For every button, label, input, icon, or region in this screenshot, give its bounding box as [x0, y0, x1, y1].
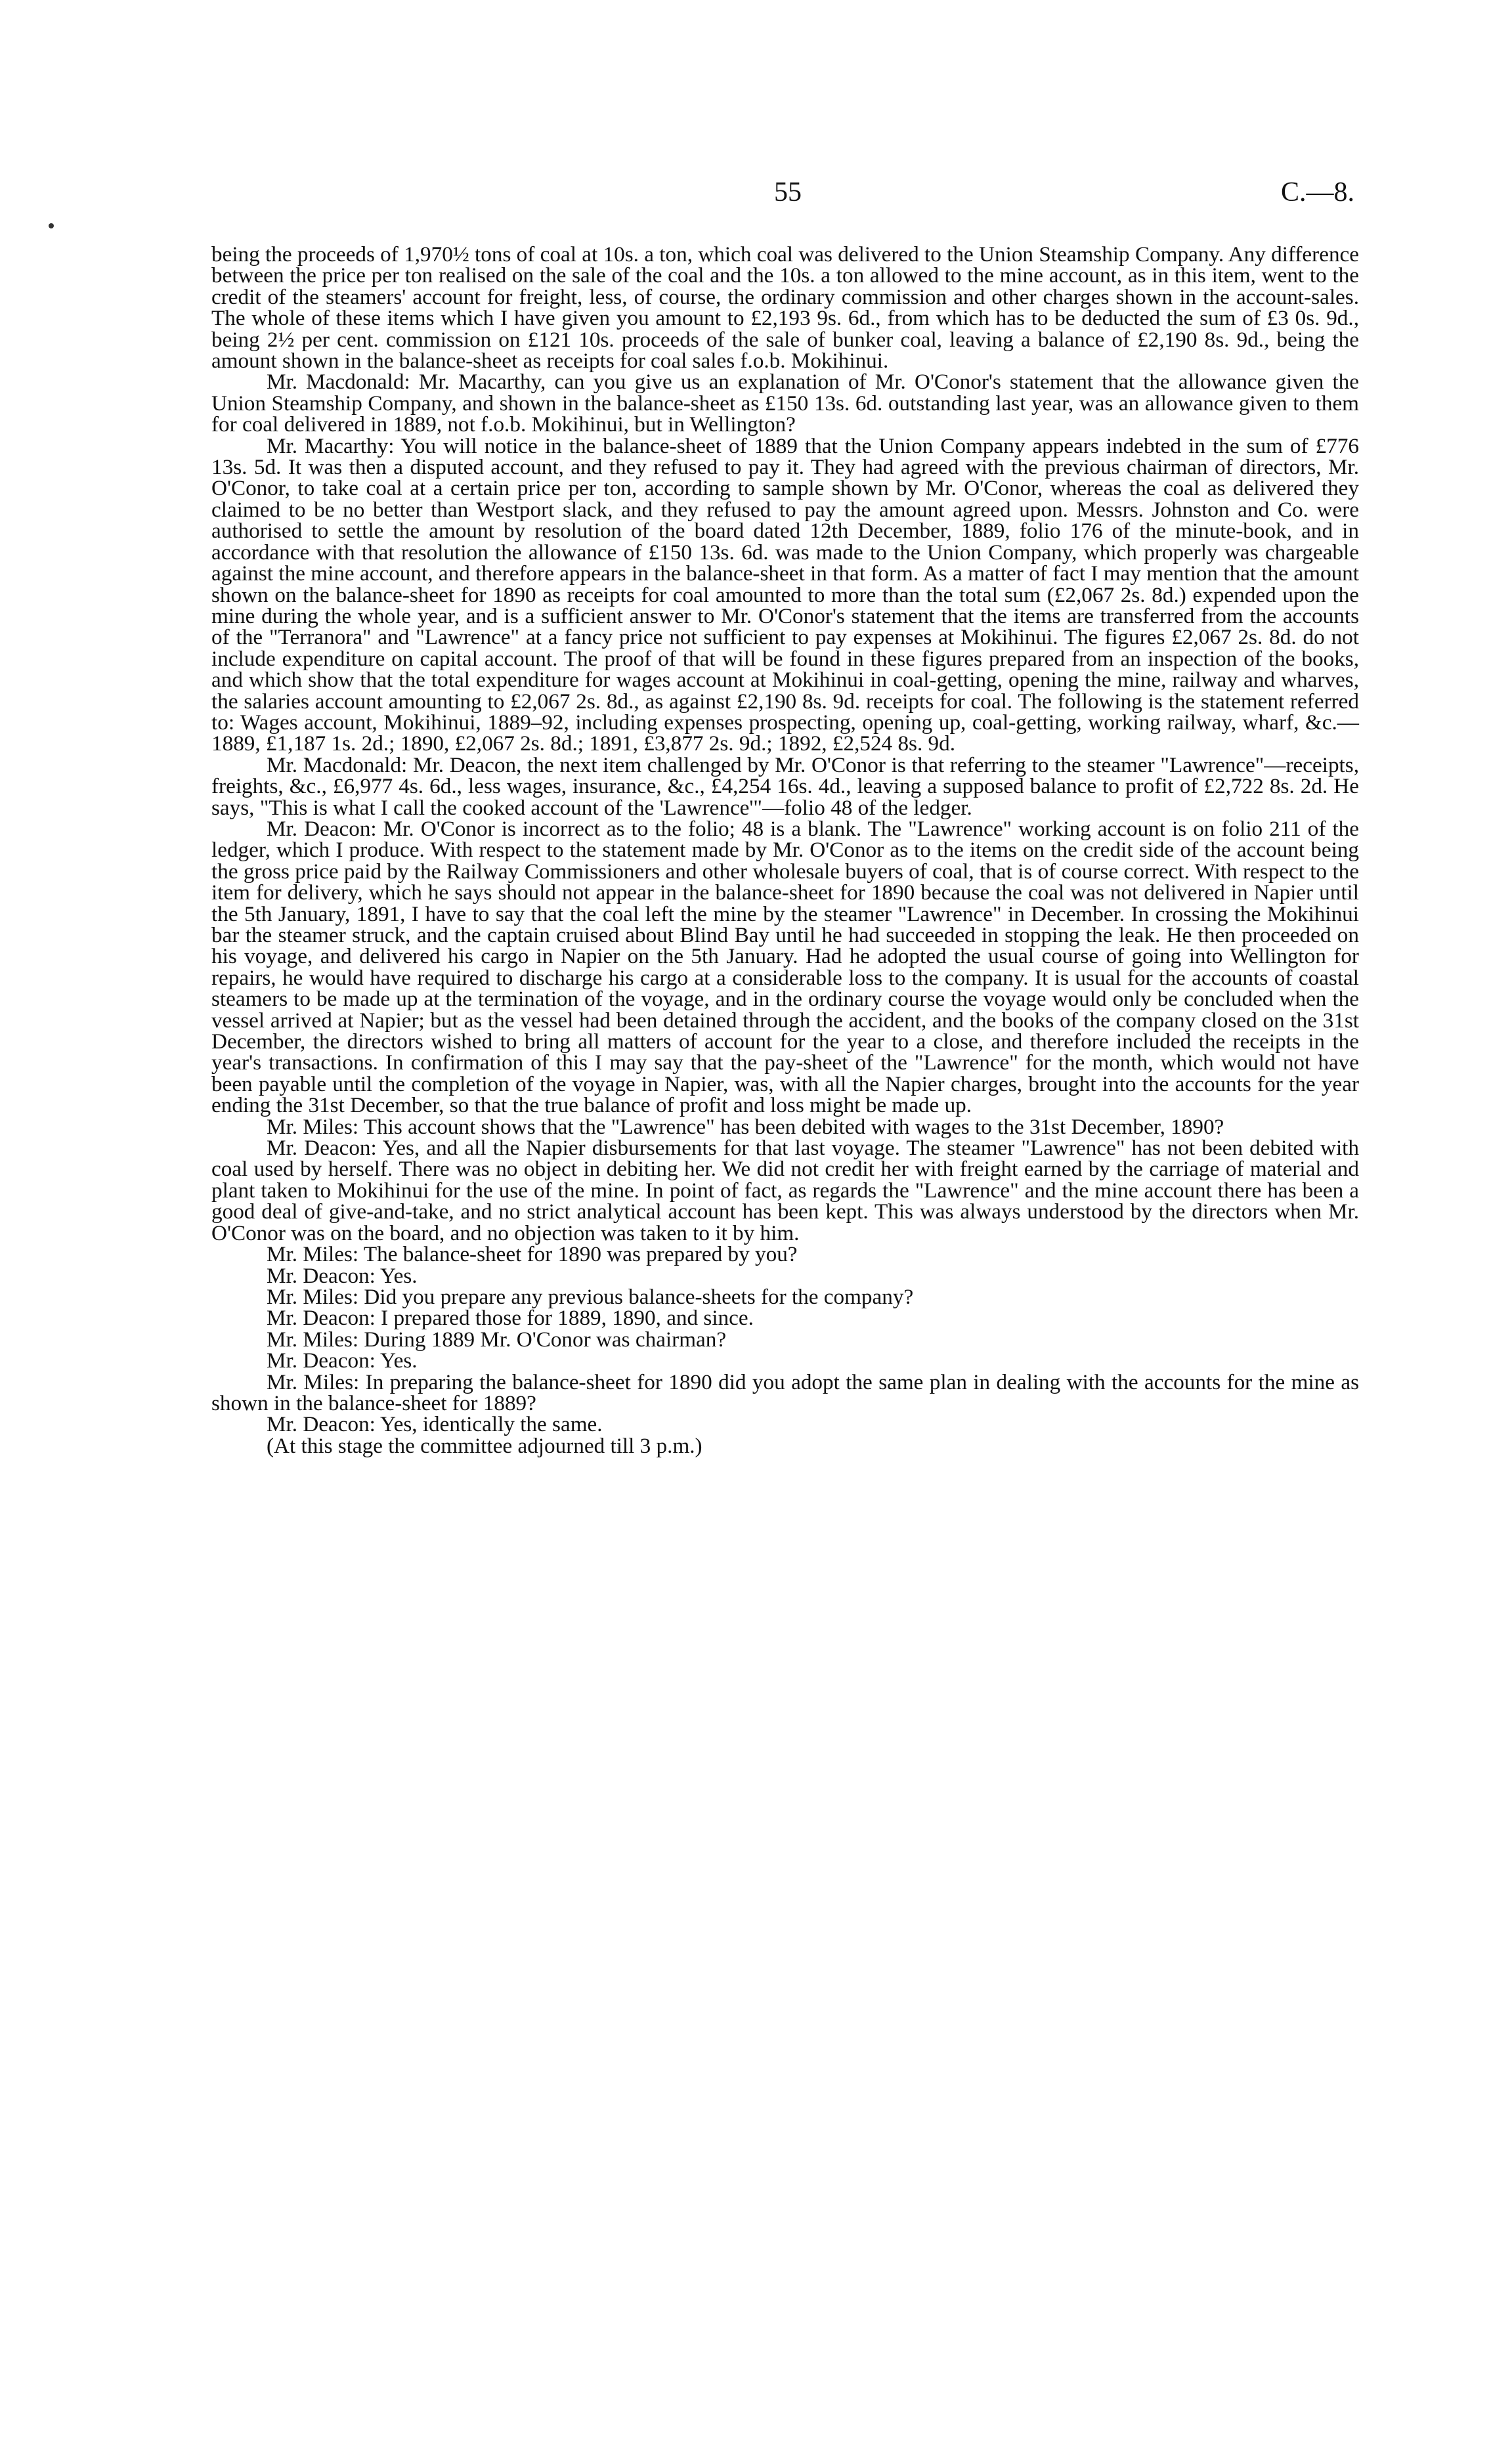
paragraph: (At this stage the committee adjourned till 3 p.m.)	[267, 1433, 702, 1458]
paragraph: Mr. Miles: In preparing the balance-sheet for 1890 did you adopt the same plan in dealing with the accounts for the mine as shown in the balance-sheet for 1889?	[211, 1369, 1359, 1415]
paragraph: being the proceeds of 1,970½ tons of coal at 10s. a ton, which coal was delivered to the Union Steamship Company. Any difference between the price per ton realised on the sale of the coal and the 10s. a ton allowed to the mine account, as in this item, went to the credit of the steamers' account for freight, less, of course, the ordinary commission and other charges shown in the account-sales. The whole of these items which I have given you amount to £2,193 9s. 6d., from which has to be deducted the sum of £3 0s. 9d., being 2½ per cent. commission on £121 10s. proceeds of the sale of bunker coal, leaving a balance of £2,190 8s. 9d., being the amount shown in the balance-sheet as receipts for coal sales f.o.b. Mokihinui.	[211, 242, 1359, 374]
paragraph: Mr. Macarthy: You will notice in the balance-sheet of 1889 that the Union Company appears indebted in the sum of £776 13s. 5d. It was then a disputed account, and they refused to pay it. They had agreed with the previous chairman of directors, Mr. O'Conor, to take coal at a certain price per ton, according to sample shown by Mr. O'Conor, whereas the coal as delivered they claimed to be no better than Westport slack, and they refused to pay the amount agreed upon. Messrs. Johnston and Co. were authorised to settle the amount by resolution of the board dated 12th December, 1889, folio 176 of the minute-book, and in accordance with that resolution the allowance of £150 13s. 6d. was made to the Union Company, which properly was chargeable against the mine account, and therefore appears in the balance-sheet in that form. As a matter of fact I may mention that the amount shown on the balance-sheet for 1890 as receipts for coal amounted to more than the total sum (£2,067 2s. 8d.) expended upon the mine during the whole year, and is a sufficient answer to Mr. O'Conor's statement that the items are transferred from the accounts of the "Terranora" and "Lawrence" at a fancy price not sufficient to pay expenses at Mokihinui. The figures £2,067 2s. 8d. do not include expenditure on capital account. The proof of that will be found in these figures prepared from an inspection of the books, and which show that the total expenditure for wages account at Mokihinui in coal-getting, opening the mine, railway and wharves, the salaries account amounting to £2,067 2s. 8d., as against £2,190 8s. 9d. receipts for coal. The following is the statement referred to: Wages account, Mokihinui, 1889–92, including expenses prospecting, opening up, coal-getting, working railway, wharf, &c.—1889, £1,187 1s. 2d.; 1890, £2,067 2s. 8d.; 1891, £3,877 2s. 9d.; 1892, £2,524 8s. 9d.	[211, 433, 1359, 756]
paragraph: Mr. Macdonald: Mr. Deacon, the next item challenged by Mr. O'Conor is that referring to the steamer "Lawrence"—receipts, freights, &c., £6,977 4s. 6d., less wages, insurance, &c., £4,254 16s. 4d., leaving a supposed balance to profit of £2,722 8s. 2d. He says, "This is what I call the cooked account of the 'Lawrence'"—folio 48 of the ledger.	[211, 752, 1359, 820]
paragraph: Mr. Miles: This account shows that the "Lawrence" has been debited with wages to the 31st December, 1890?	[267, 1114, 1224, 1139]
paragraph: Mr. Deacon: Yes.	[267, 1348, 418, 1373]
paragraph: Mr. Macdonald: Mr. Macarthy, can you give us an explanation of Mr. O'Conor's statement that the allowance given the Union Steamship Company, and shown in the balance-sheet as £150 13s. 6d. outstanding last year, was an allowance given to them for coal delivered in 1889, not f.o.b. Mokihinui, but in Wellington?	[211, 370, 1359, 437]
paragraph: Mr. Deacon: Yes, identically the same.	[267, 1412, 603, 1437]
paragraph: Mr. Miles: During 1889 Mr. O'Conor was chairman?	[267, 1327, 727, 1352]
paragraph: Mr. Deacon: Yes.	[267, 1263, 418, 1288]
paragraph: Mr. Deacon: I prepared those for 1889, 1890, and since.	[267, 1306, 754, 1331]
paragraph: Mr. Deacon: Yes, and all the Napier disbursements for that last voyage. The steamer "Lawrence" has not been debited with coal used by herself. There was no object in debiting her. We did not credit her with freight earned by the carriage of material and plant taken to Mokihinui for the use of the mine. In point of fact, as regards the "Lawrence" and the mine account there has been a good deal of give-and-take, and no strict analytical account has been kept. This was always understood by the directors when Mr. O'Conor was on the board, and no objection was taken to it by him.	[211, 1136, 1359, 1245]
stray-ink-mark	[49, 223, 54, 228]
paragraph: Mr. Miles: The balance-sheet for 1890 was prepared by you?	[267, 1242, 798, 1267]
body-text	[211, 244, 1359, 1457]
page-number: 55	[774, 177, 802, 207]
document-reference: C.—8.	[1280, 177, 1354, 207]
paragraph: Mr. Deacon: Mr. O'Conor is incorrect as to the folio; 48 is a blank. The "Lawrence" working account is on folio 211 of the ledger, which I produce. With respect to the statement made by Mr. O'Conor as to the items on the credit side of the account being the gross price paid by the Railway Commissioners and other wholesale buyers of coal, that is of course correct. With respect to the item for delivery, which he says should not appear in the balance-sheet for 1890 because the coal was not delivered in Napier until the 5th January, 1891, I have to say that the coal left the mine by the steamer "Lawrence" in December. In crossing the Mokihinui bar the steamer struck, and the captain cruised about Blind Bay until he had succeeded in stopping the leak. He then proceeded on his voyage, and delivered his cargo in Napier on the 5th January. Had he adopted the usual course of going into Wellington for repairs, he would have required to discharge his cargo at a considerable loss to the company. It is usual for the accounts of coastal steamers to be made up at the termination of the voyage, and in the ordinary course the voyage would only be concluded when the vessel arrived at Napier; but as the vessel had been detained through the accident, and the books of the company closed on the 31st December, the directors wished to bring all matters of account for the year to a close, and therefore included the receipts in the year's transactions. In confirmation of this I may say that the pay-sheet of the "Lawrence" for the month, which would not have been payable until the completion of the voyage in Napier, was, with all the Napier charges, brought into the accounts for the year ending the 31st December, so that the true balance of profit and loss might be made up.	[211, 816, 1359, 1118]
paragraph: Mr. Miles: Did you prepare any previous balance-sheets for the company?	[267, 1284, 914, 1309]
